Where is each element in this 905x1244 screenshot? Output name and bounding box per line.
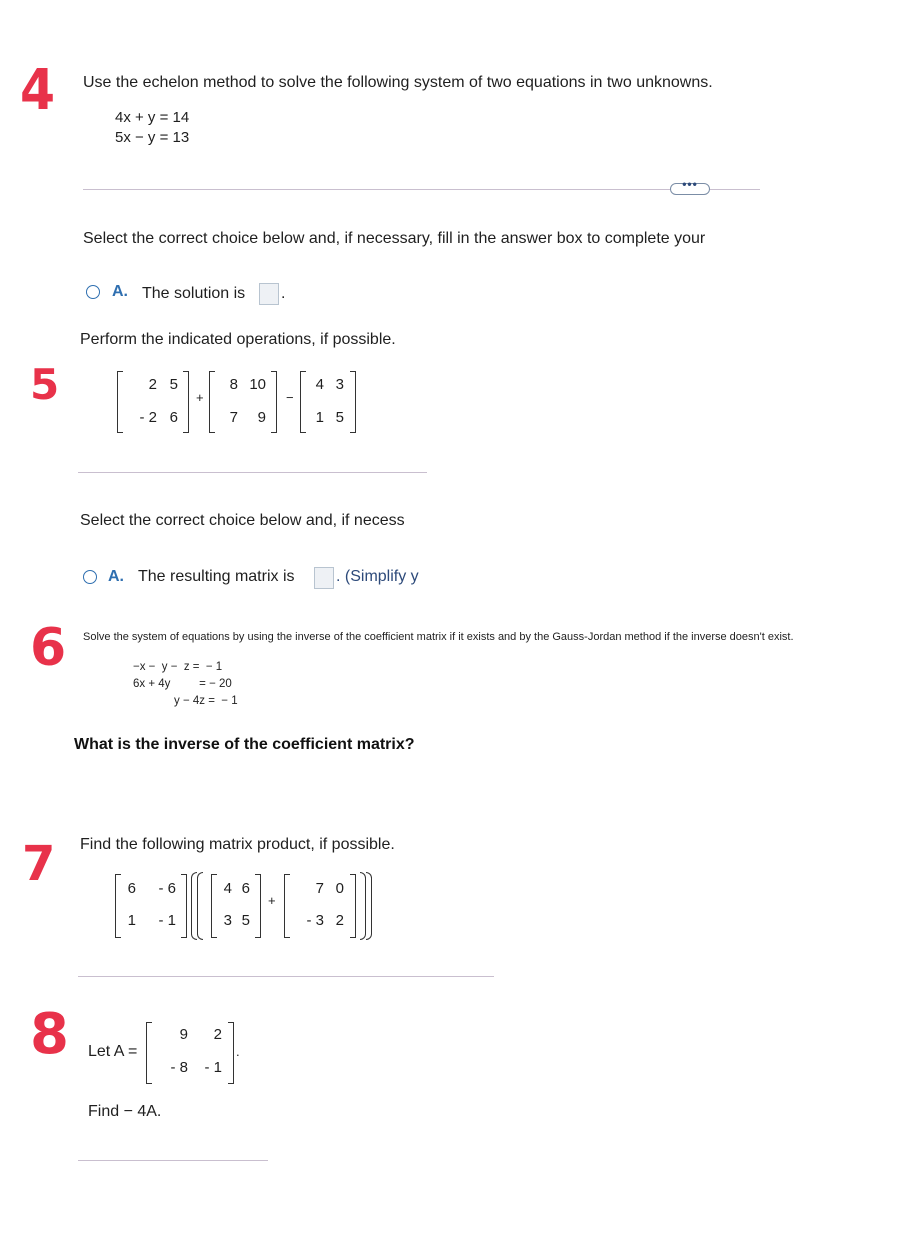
divider — [78, 976, 494, 977]
more-options-button[interactable] — [670, 177, 710, 195]
equation-2: 5x − y = 13 — [115, 129, 190, 146]
matrix-cell: 4 — [223, 880, 232, 897]
bracket-right — [228, 1022, 234, 1084]
handwritten-number-4: 4 — [19, 58, 56, 123]
problem-6-question: What is the inverse of the coefficient matrix? — [74, 736, 415, 753]
paren-left — [197, 872, 203, 940]
equation-1: 4x + y = 14 — [115, 109, 190, 126]
matrix-cell: - 3 — [306, 912, 324, 929]
matrix-cell: 4 — [315, 376, 324, 393]
let-a-label: Let A = — [88, 1043, 138, 1060]
equation-1: −x − y − z = − 1 — [133, 661, 223, 673]
matrix-cell: - 1 — [204, 1059, 222, 1076]
matrix-cell: 6 — [169, 409, 178, 426]
divider — [78, 1160, 268, 1161]
problem-4-instruction: Select the correct choice below and, if necessary, fill in the answer box to complete your — [83, 230, 706, 247]
equation-3: y − 4z = − 1 — [174, 695, 238, 707]
matrix-cell: 2 — [335, 912, 344, 929]
matrix-cell: 6 — [127, 880, 136, 897]
matrix-cell: 5 — [335, 409, 344, 426]
matrix-cell: - 2 — [139, 409, 157, 426]
solution-answer-box[interactable] — [259, 283, 279, 305]
handwritten-number-8: 8 — [30, 1002, 69, 1067]
bracket-right — [271, 371, 277, 433]
matrix-cell: - 6 — [158, 880, 176, 897]
matrix-cell: 7 — [229, 409, 238, 426]
option-a-text: The resulting matrix is — [138, 568, 295, 585]
option-a-radio[interactable] — [86, 285, 100, 299]
problem-5-prompt: Perform the indicated operations, if possible. — [80, 331, 396, 348]
problem-6-prompt: Solve the system of equations by using the inverse of the coefficient matrix if it exists and by the Gauss-Jordan method if the inverse doesn't exist. — [83, 631, 794, 643]
bracket-right — [183, 371, 189, 433]
option-a-letter: A. — [108, 568, 124, 585]
plus-operator: + — [196, 390, 204, 405]
matrix-cell: 3 — [223, 912, 232, 929]
problem-7-prompt: Find the following matrix product, if possible. — [80, 836, 395, 853]
option-a-radio[interactable] — [83, 570, 97, 584]
matrix-cell: 7 — [315, 880, 324, 897]
paren-right — [366, 872, 372, 940]
option-a-letter: A. — [112, 283, 128, 300]
ellipsis-icon: ••• — [682, 177, 698, 191]
matrix-cell: - 8 — [170, 1059, 188, 1076]
bracket-right — [255, 874, 261, 938]
matrix-cell: 2 — [213, 1026, 222, 1043]
matrix-cell: 8 — [229, 376, 238, 393]
problem-4-prompt: Use the echelon method to solve the following system of two equations in two unknowns. — [83, 74, 713, 91]
bracket-left — [300, 371, 306, 433]
bracket-right — [350, 874, 356, 938]
bracket-left — [284, 874, 290, 938]
matrix-cell: 1 — [315, 409, 324, 426]
minus-operator: − — [286, 390, 294, 405]
divider — [78, 472, 427, 473]
bracket-left — [146, 1022, 152, 1084]
matrix-cell: 5 — [241, 912, 250, 929]
period: . — [236, 1044, 240, 1059]
resulting-matrix-answer-box[interactable] — [314, 567, 334, 589]
matrix-cell: 1 — [127, 912, 136, 929]
matrix-cell: 10 — [249, 376, 266, 393]
handwritten-number-7: 7 — [22, 836, 56, 892]
matrix-cell: 5 — [169, 376, 178, 393]
matrix-cell: - 1 — [158, 912, 176, 929]
plus-operator: + — [268, 893, 276, 908]
bracket-right — [350, 371, 356, 433]
matrix-cell: 9 — [179, 1026, 188, 1043]
bracket-left — [209, 371, 215, 433]
option-a-period: . — [281, 285, 286, 302]
matrix-cell: 3 — [335, 376, 344, 393]
problem-5-instruction: Select the correct choice below and, if necess — [80, 512, 405, 529]
equation-2: 6x + 4y = − 20 — [133, 678, 232, 690]
matrix-cell: 6 — [241, 880, 250, 897]
matrix-cell: 0 — [335, 880, 344, 897]
option-a-text: The solution is — [142, 285, 246, 302]
matrix-cell: 2 — [148, 376, 157, 393]
option-a-suffix: . (Simplify y — [336, 568, 419, 585]
handwritten-number-6: 6 — [30, 618, 67, 678]
handwritten-number-5: 5 — [30, 360, 60, 409]
bracket-left — [211, 874, 217, 938]
matrix-cell: 9 — [257, 409, 266, 426]
bracket-right — [181, 874, 187, 938]
divider — [83, 189, 760, 190]
find-text: Find − 4A. — [88, 1103, 162, 1120]
